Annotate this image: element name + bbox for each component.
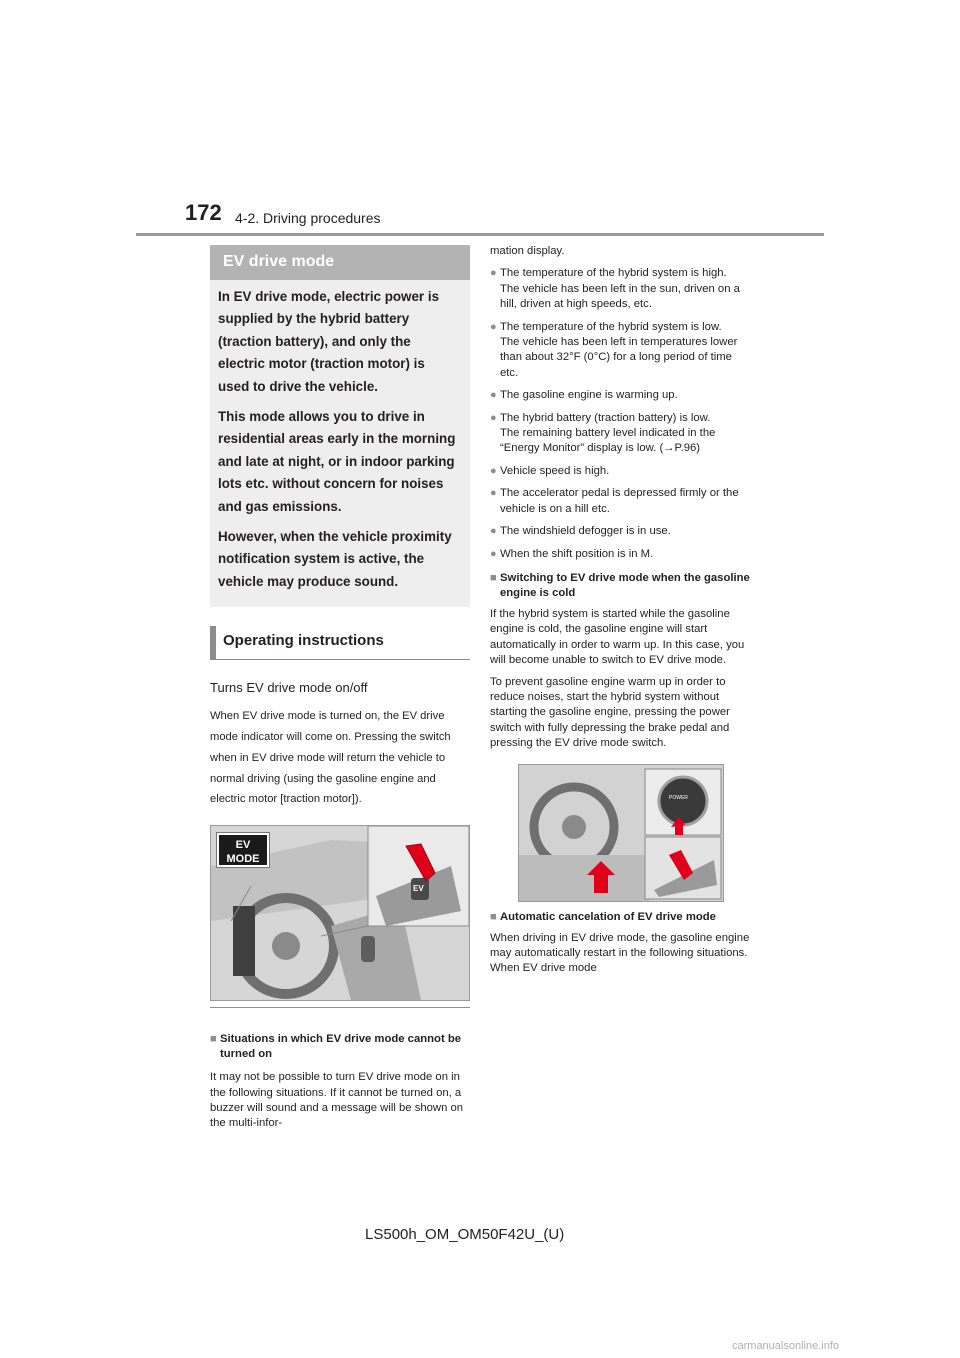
cold-engine-text-2: To prevent gasoline engine warm up in order to reduce noises, start the hybrid system without starting the gasoline engine, pressing the power switch with fully depressing the brake pedal and pressing the EV drive mode switch.	[490, 675, 730, 750]
section-title: 4-2. Driving procedures	[235, 210, 381, 226]
list-item	[490, 266, 750, 312]
header-rule	[136, 233, 824, 236]
bullet-title: The hybrid battery (traction battery) is low.	[500, 411, 711, 424]
auto-cancel-heading-text: Automatic cancelation of EV drive mode	[500, 910, 716, 923]
operating-instructions-heading	[210, 626, 470, 660]
cold-engine-heading-text: Switching to EV drive mode when the gasoline engine is cold	[500, 571, 750, 599]
heading-bar	[210, 626, 216, 659]
turns-description: When EV drive mode is turned on, the EV drive mode indicator will come on. Pressing the switch when in EV drive mode will return the vehicle to normal driving (using the gasoline engine and electric motor [traction motor]).	[210, 710, 451, 806]
watermark: carmanualsonline.info	[732, 1340, 840, 1352]
list-item	[490, 547, 750, 562]
square-bullet-icon: ■	[490, 571, 497, 584]
square-bullet-icon: ■	[210, 1033, 217, 1046]
bullet-title: Vehicle speed is high.	[500, 464, 610, 477]
power-illustration	[519, 765, 723, 901]
turns-title: Turns EV drive mode on/off	[210, 680, 368, 696]
bullet-dot-icon: ●	[490, 389, 497, 402]
bullet-dot-icon: ●	[490, 547, 497, 560]
bullet-title: When the shift position is in M.	[500, 547, 654, 560]
power-switch-illustration	[518, 764, 724, 902]
power-button-label: POWER	[669, 794, 688, 801]
bullet-dot-icon: ●	[490, 411, 497, 424]
bullet-title: The gasoline engine is warming up.	[500, 389, 678, 402]
bullet-title: The temperature of the hybrid system is high.	[500, 267, 727, 280]
intro-paragraph: In EV drive mode, electric power is supplied by the hybrid battery (traction battery), and only the electric motor (traction motor) is used to drive the vehicle.	[218, 289, 440, 394]
ev-switch-illustration	[210, 825, 470, 1001]
ev-mode-badge	[217, 833, 269, 867]
list-item	[490, 388, 750, 403]
bullet-title: The accelerator pedal is depressed firmly or the vehicle is on a hill etc.	[500, 487, 739, 515]
bullet-title: The windshield defogger is in use.	[500, 525, 671, 538]
auto-cancel-text: When driving in EV drive mode, the gasoline engine may automatically restart in the following situations. When EV drive mode	[490, 931, 750, 975]
left-column	[210, 245, 470, 1132]
page-number: 172	[185, 200, 222, 225]
figure-rule	[210, 1007, 470, 1008]
bullet-dot-icon: ●	[490, 320, 497, 333]
intro-paragraph: This mode allows you to drive in residential areas early in the morning and late at night, or in indoor parking lots etc. without concern for noises and gas emissions.	[218, 409, 456, 514]
list-item	[490, 320, 750, 382]
intro-paragraph: However, when the vehicle proximity notification system is active, the vehicle may produce sound.	[218, 529, 452, 589]
bullet-dot-icon: ●	[490, 487, 497, 500]
document-id: LS500h_OM_OM50F42U_(U)	[365, 1226, 565, 1243]
situations-heading	[210, 1032, 470, 1062]
ev-mode-badge-label: EV MODE	[226, 839, 260, 866]
list-item	[490, 486, 750, 517]
auto-cancel-heading	[490, 910, 750, 925]
list-item	[490, 524, 750, 539]
list-item	[490, 411, 750, 457]
bullet-title: The temperature of the hybrid system is low.	[500, 320, 722, 333]
situations-heading-text: Situations in which EV drive mode cannot be turned on	[220, 1033, 462, 1061]
square-bullet-icon: ■	[490, 910, 497, 923]
ev-switch-label: EV	[413, 884, 424, 894]
list-item	[490, 464, 750, 479]
ev-drive-mode-heading: EV drive mode	[210, 245, 470, 280]
bullet-detail: The vehicle has been left in the sun, driven on a hill, driven at high speeds, etc.	[500, 282, 740, 311]
bullet-detail: The vehicle has been left in temperatures lower than about 32°F (0°C) for a long period of time etc.	[500, 336, 738, 379]
bullet-dot-icon: ●	[490, 525, 497, 538]
operating-instructions-title: Operating instructions	[223, 632, 384, 650]
bullet-dot-icon: ●	[490, 464, 497, 477]
right-column	[490, 244, 750, 977]
intro-box	[210, 280, 470, 607]
continued-text: mation display.	[490, 245, 565, 257]
bullet-dot-icon: ●	[490, 267, 497, 280]
situations-text: It may not be possible to turn EV drive mode on in the following situations. If it cannot be turned on, a buzzer will sound and a message will be shown on the multi-infor-	[210, 1071, 464, 1130]
bullet-detail: The remaining battery level indicated in the “Energy Monitor” display is low. (→P.96)	[500, 427, 716, 455]
cold-engine-text: If the hybrid system is started while the gasoline engine is cold, the gasoline engine will start automatically in order to warm up. In this case, you will become unable to switch to EV drive mode.	[490, 607, 745, 667]
cold-engine-heading	[490, 571, 750, 601]
